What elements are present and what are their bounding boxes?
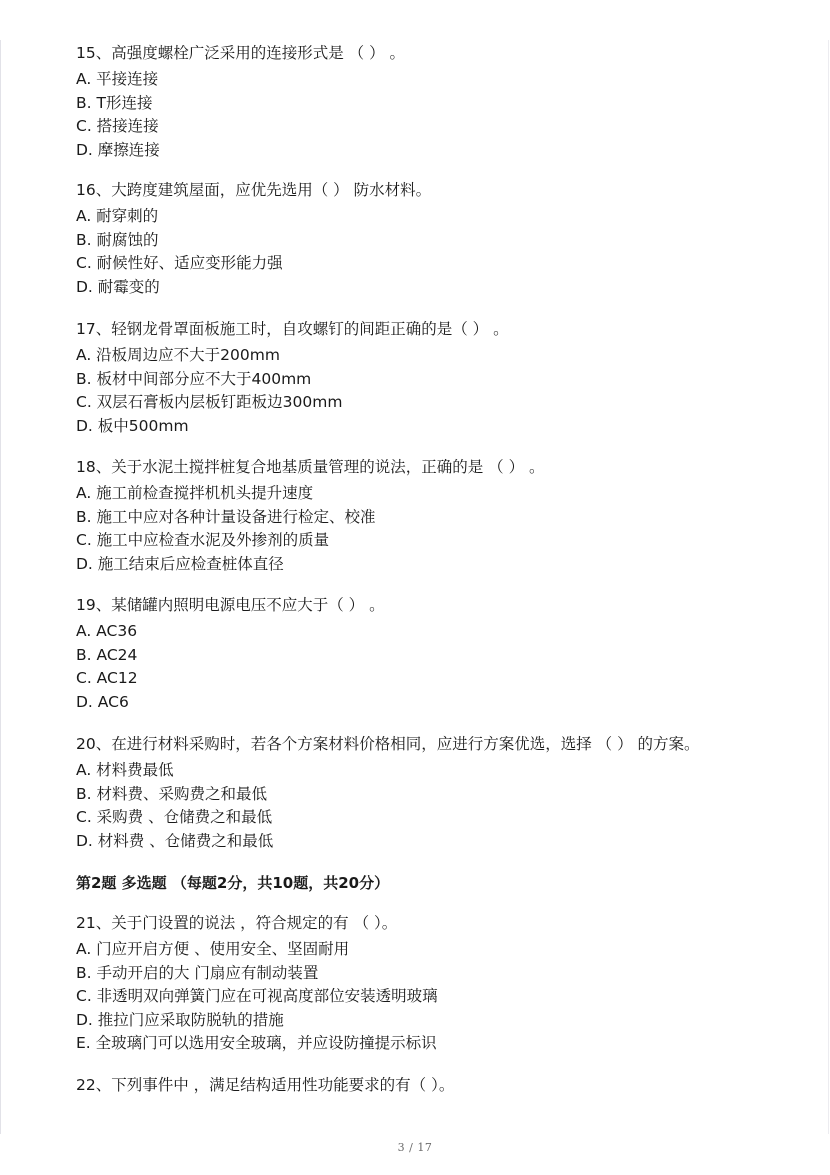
- option-c: C. 搭接连接: [76, 117, 159, 135]
- option-b: B. T形连接: [76, 93, 153, 112]
- option-b: B. 材料费、采购费之和最低: [76, 784, 267, 803]
- option-d: D. 施工结束后应检查桩体直径: [76, 554, 284, 573]
- question-19: [76, 594, 385, 714]
- option-a: A. 平接连接: [76, 70, 159, 88]
- question-title: 16、大跨度建筑屋面，应优先选用（ ） 防水材料。: [76, 181, 432, 199]
- question-title: 22、下列事件中 ，满足结构适用性功能要求的有（ ）。: [76, 1076, 455, 1094]
- option-d: D. 材料费 、仓储费之和最低: [76, 831, 274, 850]
- option-d: D. 推拉门应采取防脱轨的措施: [76, 1010, 284, 1029]
- option-c: C. 耐候性好、适应变形能力强: [76, 254, 283, 272]
- question-17: [76, 318, 509, 438]
- question-15: [76, 42, 405, 162]
- option-a: A. 门应开启方便 、使用安全、坚固耐用: [76, 940, 350, 958]
- option-a: A. 沿板周边应不大于200mm: [76, 346, 280, 364]
- option-d: D. 板中500mm: [76, 416, 189, 435]
- section-heading-multiple-choice: 第2题 多选题 （每题2分，共10题，共20分）: [76, 874, 390, 892]
- question-21: [76, 912, 438, 1056]
- question-title: 18、关于水泥土搅拌桩复合地基质量管理的说法，正确的是 （ ） 。: [76, 458, 545, 476]
- option-a: A. 施工前检查搅拌机机头提升速度: [76, 484, 314, 502]
- option-c: C. AC12: [76, 669, 138, 687]
- question-title: 20、在进行材料采购时，若各个方案材料价格相同，应进行方案优选，选择 （ ） 的方案。: [76, 735, 700, 753]
- question-title: 15、高强度螺栓广泛采用的连接形式是 （ ） 。: [76, 44, 406, 62]
- option-d: D. AC6: [76, 692, 129, 711]
- question-16: [76, 179, 431, 299]
- question-title: 17、轻钢龙骨罩面板施工时，自攻螺钉的间距正确的是（ ） 。: [76, 320, 509, 338]
- option-b: B. 施工中应对各种计量设备进行检定、校准: [76, 507, 376, 526]
- question-18: [76, 456, 545, 576]
- option-b: B. 板材中间部分应不大于400mm: [76, 369, 312, 388]
- option-d: D. 摩擦连接: [76, 140, 160, 159]
- option-b: B. 耐腐蚀的: [76, 230, 159, 249]
- page-number: 3 / 17: [397, 1141, 433, 1154]
- question-20: [76, 733, 700, 853]
- option-b: B. 手动开启的大 门扇应有制动装置: [76, 963, 319, 982]
- option-b: B. AC24: [76, 645, 138, 664]
- option-a: A. 耐穿刺的: [76, 207, 159, 225]
- option-d: D. 耐霉变的: [76, 277, 160, 296]
- option-e: E. 全玻璃门可以选用安全玻璃，并应设防撞提示标识: [76, 1034, 437, 1052]
- option-a: A. AC36: [76, 622, 138, 640]
- question-22: [76, 1074, 454, 1100]
- document-page: [0, 40, 829, 1134]
- question-title: 19、某储罐内照明电源电压不应大于（ ） 。: [76, 596, 385, 614]
- option-a: A. 材料费最低: [76, 761, 174, 779]
- option-c: C. 施工中应检查水泥及外掺剂的质量: [76, 531, 330, 549]
- option-c: C. 双层石膏板内层板钉距板边300mm: [76, 393, 343, 411]
- question-title: 21、关于门设置的说法 ，符合规定的有 （ ）。: [76, 914, 398, 932]
- option-c: C. 非透明双向弹簧门应在可视高度部位安装透明玻璃: [76, 987, 438, 1005]
- option-c: C. 采购费 、仓储费之和最低: [76, 808, 273, 826]
